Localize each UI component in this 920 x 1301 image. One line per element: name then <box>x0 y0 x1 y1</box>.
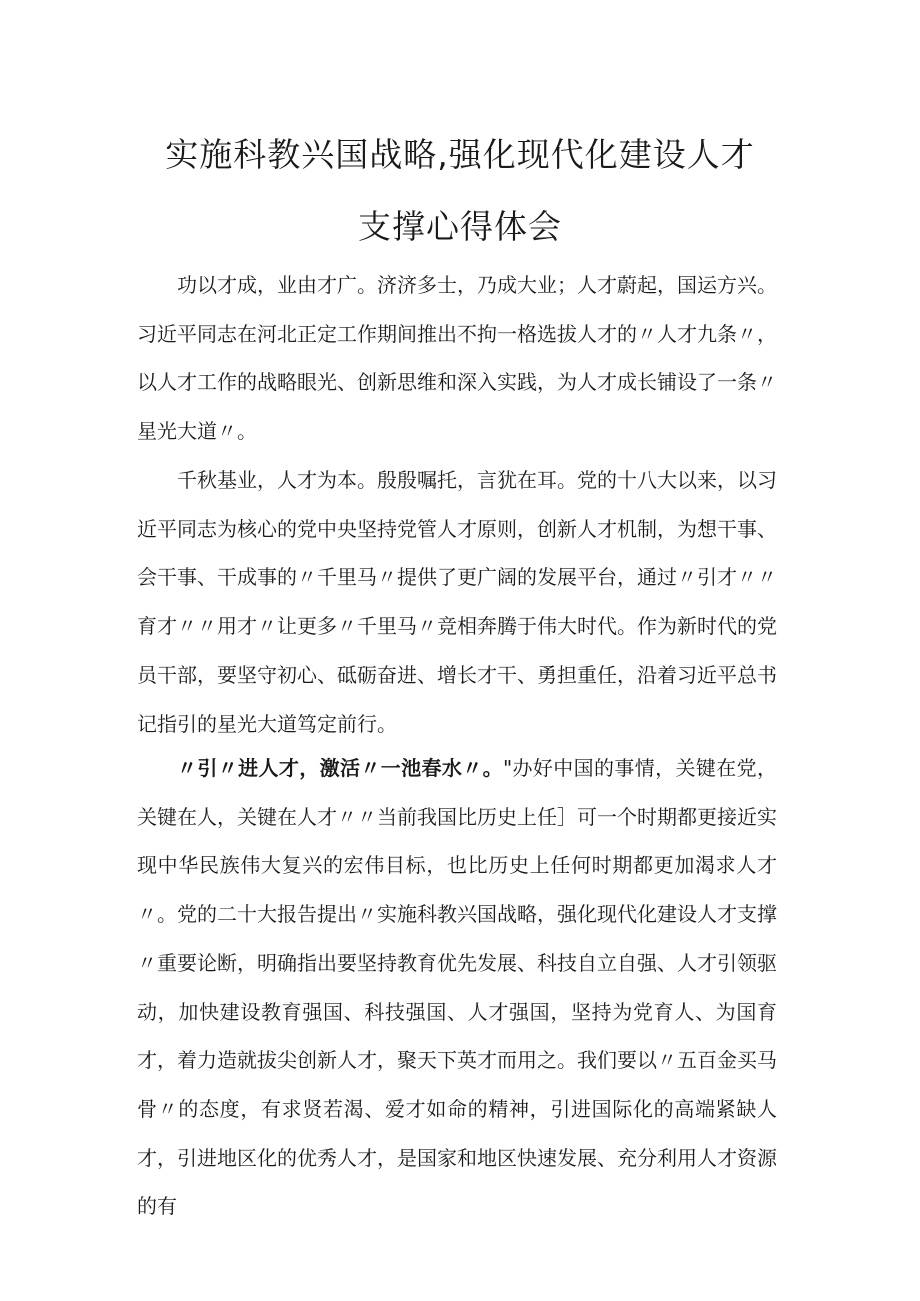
paragraph-3-body: "办好中国的事情，关键在党，关键在人，关键在人才〃〃当前我国比历史上任］可一个时期都更接近实现中华民族伟大复兴的宏伟目标，也比历史上任何时期都更加渴求人才〃。党的二十大报告提出〃实施科教兴国战略，强化现代化建设人才支撑〃重要论断，明确指出要坚持教育优先发展、科技自立自强、人才引领驱动，加快建设教育强国、科技强国、人才强国，坚持为党育人、为国育才，着力造就拔尖创新人才，聚天下英才而用之。我们要以〃五百金买马骨〃的态度，有求贤若渴、爱才如命的精神，引进国际化的高端紧缺人才，引进地区化的优秀人才，是国家和地区快速发展、充分利用人才资源的有 <box>137 756 778 1219</box>
paragraph-3-heading: 〃引〃进人才，激活〃一池春水〃。 <box>177 756 503 780</box>
paragraph-3 <box>137 744 777 1231</box>
document-title-line-1: 实施科教兴国战略,强化现代化建设人才 <box>165 135 755 174</box>
paragraph-2: 千秋基业，人才为本。殷殷嘱托，言犹在耳。党的十八大以来，以习近平同志为核心的党中央坚持党管人才原则，创新人才机制，为想干事、会干事、干成事的〃千里马〃提供了更广阔的发展平台，通过〃引才〃〃育才〃〃用才〃让更多〃千里马〃竞相奔腾于伟大时代。作为新时代的党员干部，要坚守初心、砥砺奋进、增长才干、勇担重任，沿着习近平总书记指引的星光大道笃定前行。 <box>137 468 777 736</box>
document-title-line-2: 支撑心得体会 <box>358 207 562 246</box>
paragraph-1: 功以才成，业由才广。济济多士，乃成大业；人才蔚起，国运方兴。习近平同志在河北正定工作期间推出不拘一格选拔人才的〃人才九条〃，以人才工作的战略眼光、创新思维和深入实践，为人才成长铺设了一条〃星光大道〃。 <box>137 273 777 444</box>
